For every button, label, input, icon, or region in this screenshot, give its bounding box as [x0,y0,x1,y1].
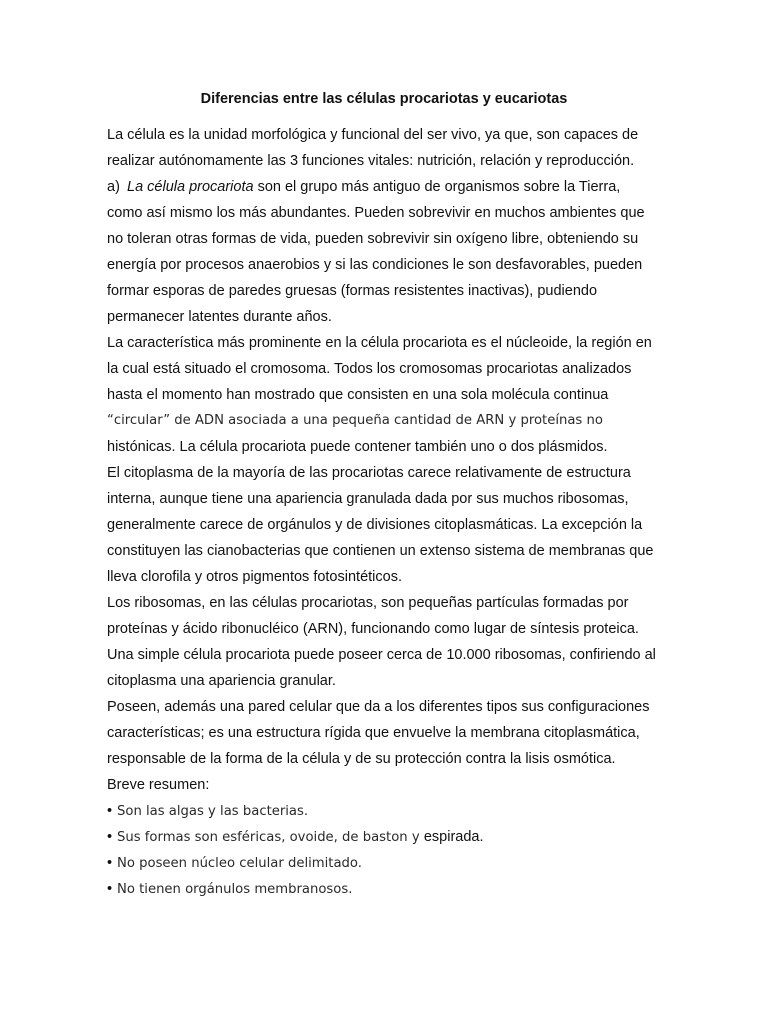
paragraph-line: El citoplasma de la mayoría de las procariotas carece relativamente de estructura [107,465,631,481]
paragraph-line: no toleran otras formas de vida, pueden sobrevivir sin oxígeno libre, obteniendo su [107,231,639,247]
paragraph-line: formar esporas de paredes gruesas (formas resistentes inactivas), pudiendo [107,283,598,299]
summary-heading: Breve resumen: [107,777,210,793]
emphasized-term: La célula procariota [127,179,254,195]
paragraph-line: hasta el momento han mostrado que consisten en una sola molécula continua [107,387,609,403]
paragraph-line: lleva clorofila y otros pigmentos fotosintéticos. [107,569,402,585]
paragraph-line [107,177,620,197]
paragraph-line: histónicas. La célula procariota puede contener también uno o dos plásmidos. [107,439,608,455]
paragraph-line: Los ribosomas, en las células procariotas, son pequeñas partículas formadas por [107,595,629,611]
paragraph-line: energía por procesos anaerobios y si las condiciones le son desfavorables, pueden [107,257,643,273]
paragraph-line: constituyen las cianobacterias que contienen un extenso sistema de membranas que [107,543,654,559]
paragraph-line: proteínas y ácido ribonucléico (ARN), funcionando como lugar de síntesis proteica. [107,621,639,637]
summary-bullet-item [107,827,484,848]
paragraph-line: Una simple célula procariota puede poseer cerca de 10.000 ribosomas, confiriendo al [107,647,656,663]
paragraph-line: responsable de la forma de la célula y de su protección contra la lisis osmótica. [107,751,616,767]
paragraph-line: La característica más prominente en la célula procariota es el núcleoide, la región en [107,335,652,351]
bullet-text: No poseen núcleo celular delimitado. [117,856,362,871]
bullet-icon: • [107,829,113,845]
paragraph-line: citoplasma una apariencia granular. [107,673,336,689]
summary-bullet-item [107,853,362,874]
paragraph-line: Poseen, además una pared celular que da a los diferentes tipos sus configuraciones [107,699,650,715]
paragraph-line: la cual está situado el cromosoma. Todos los cromosomas procariotas analizados [107,361,632,377]
bullet-text: Son las algas y las bacterias. [117,804,309,819]
document-title: Diferencias entre las células procariotas y eucariotas [200,91,568,107]
paragraph-line: interna, aunque tiene una apariencia granulada dada por sus muchos ribosomas, [107,491,629,507]
bullet-text: No tienen orgánulos membranosos. [117,882,353,897]
list-marker: a) [107,179,120,195]
summary-bullet-item [107,879,352,900]
paragraph-line: “circular” de ADN asociada a una pequeña cantidad de ARN y proteínas no [107,413,603,428]
paragraph-line: La célula es la unidad morfológica y funcional del ser vivo, ya que, son capaces de [107,127,639,143]
summary-bullet-item [107,801,308,822]
paragraph-line: características; es una estructura rígida que envuelve la membrana citoplasmática, [107,725,640,741]
paragraph-line: generalmente carece de orgánulos y de divisiones citoplasmáticas. La excepción la [107,517,643,533]
bullet-text: Sus formas son esféricas, ovoide, de baston y [117,830,424,845]
paragraph-line: realizar autónomamente las 3 funciones vitales: nutrición, relación y reproducción. [107,153,635,169]
line-text: son el grupo más antiguo de organismos sobre la Tierra, [253,179,621,195]
bullet-icon: • [107,881,113,897]
paragraph-line: como así mismo los más abundantes. Pueden sobrevivir en muchos ambientes que [107,205,645,221]
bullet-icon: • [107,803,113,819]
paragraph-line: permanecer latentes durante años. [107,309,332,325]
bullet-text-tail: espirada. [423,829,484,845]
bullet-icon: • [107,855,113,871]
